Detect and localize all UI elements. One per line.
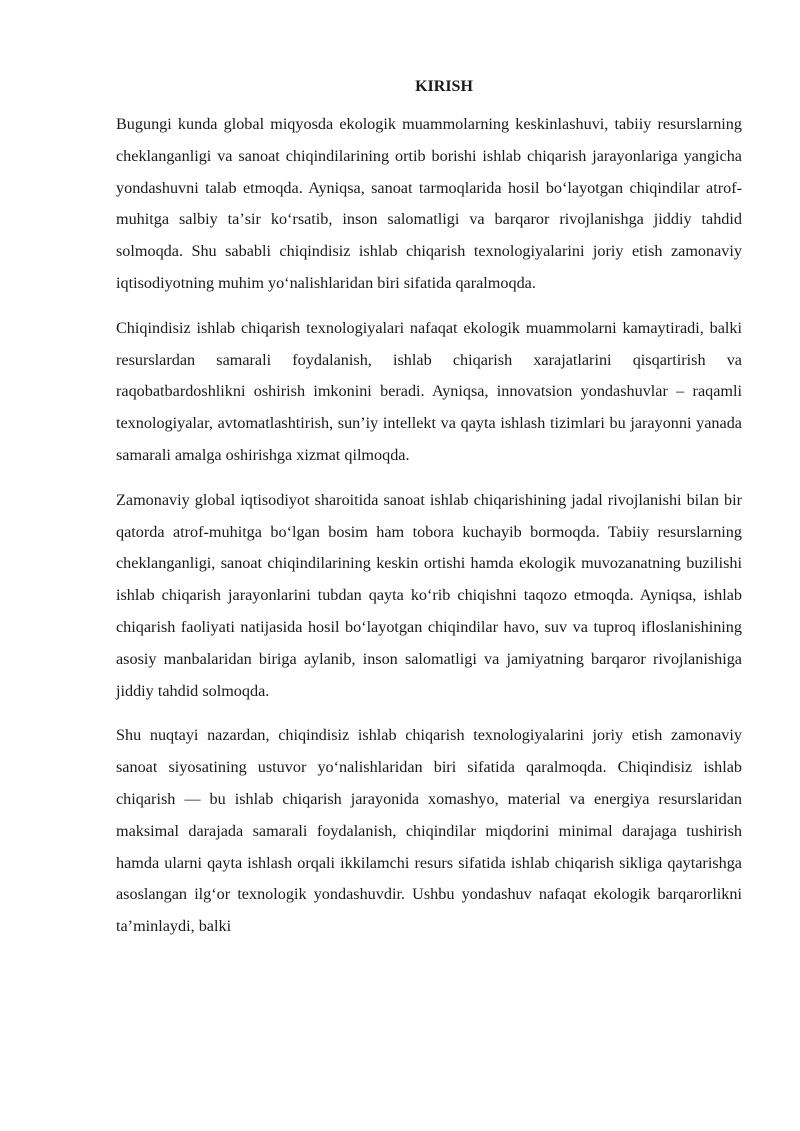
section-heading: KIRISH xyxy=(415,78,473,95)
paragraph-2: Chiqindisiz ishlab chiqarish texnologiyalari nafaqat ekologik muammolarni kamaytiradi, balki resurslardan samarali foydalanish, ishlab chiqarish xarajatlarini qisqartirish va raqobatbardoshlikni oshirish imkonini beradi. Ayniqsa, innovatsion yondashuvlar – raqamli texnologiyalar, avtomatlashtirish, sun’iy intellekt va qayta ishlash tizimlari bu jarayonni yanada samarali amalga oshirishga xizmat qilmoqda. xyxy=(116,318,742,464)
paragraph-4: Shu nuqtayi nazardan, chiqindisiz ishlab chiqarish texnologiyalarini joriy etish zamonaviy sanoat siyosatining ustuvor yoʻnalishlaridan biri sifatida qaralmoqda. Chiqindisiz ishlab chiqarish — bu ishlab chiqarish jarayonida xomashyo, material va energiya resurslaridan maksimal darajada samarali foydalanish, chiqindilar miqdorini minimal darajaga tushirish hamda ularni qayta ishlash orqali ikkilamchi resurs sifatida ishlab chiqarish sikliga qaytarishga asoslangan ilgʻor texnologik yondashuvdir. Ushbu yondashuv nafaqat ekologik barqarorlikni taʼminlaydi, balki xyxy=(116,726,742,936)
document-page xyxy=(116,74,742,956)
paragraph-3: Zamonaviy global iqtisodiyot sharoitida sanoat ishlab chiqarishining jadal rivojlanishi bilan bir qatorda atrof-muhitga boʻlgan bosim ham tobora kuchayib bormoqda. Tabiiy resurslarning cheklanganligi, sanoat chiqindilarining keskin ortishi hamda ekologik muvozanatning buzilishi ishlab chiqarish jarayonlarini tubdan qayta koʻrib chiqishni taqozo etmoqda. Ayniqsa, ishlab chiqarish faoliyati natijasida hosil boʻlayotgan chiqindilar havo, suv va tuproq ifloslanishining asosiy manbalaridan biriga aylanib, inson salomatligi va jamiyatning barqaror rivojlanishiga jiddiy tahdid solmoqda. xyxy=(116,490,742,700)
paragraph-1: Bugungi kunda global miqyosda ekologik muammolarning keskinlashuvi, tabiiy resurslarning cheklanganligi va sanoat chiqindilarining ortib borishi ishlab chiqarish jarayonlariga yangicha yondashuvni talab etmoqda. Ayniqsa, sanoat tarmoqlarida hosil boʻlayotgan chiqindilar atrof-muhitga salbiy taʼsir koʻrsatib, inson salomatligi va barqaror rivojlanishga jiddiy tahdid solmoqda. Shu sababli chiqindisiz ishlab chiqarish texnologiyalarini joriy etish zamonaviy iqtisodiyotning muhim yoʻnalishlaridan biri sifatida qaralmoqda. xyxy=(116,115,742,292)
